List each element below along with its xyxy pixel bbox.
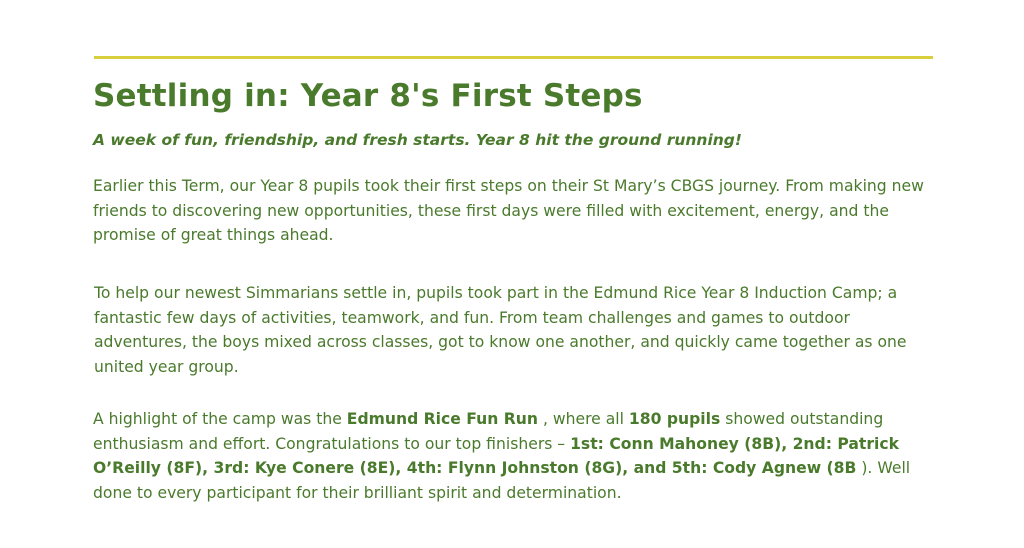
article-title: Settling in: Year 8's First Steps	[93, 78, 643, 114]
paragraph-induction-camp: To help our newest Simmarians settle in, pupils took part in the Edmund Rice Year 8 Induction Camp; a fantastic few days of activities, teamwork, and fun. From team challenges and games to outdoor adventures, the boys mixed across classes, got to know one another, and quickly came together as one united year group.	[94, 284, 907, 376]
article-subtitle: A week of fun, friendship, and fresh starts. Year 8 hit the ground running!	[93, 131, 742, 149]
fun-run-pupil-count: 180 pupils	[628, 410, 721, 428]
fun-run-text-1: A highlight of the camp was the	[93, 410, 347, 428]
fun-run-text-4: ). Well done to every participant for their brilliant spirit and determination.	[93, 459, 911, 502]
fun-run-text-2: , where all	[537, 410, 629, 428]
paragraph-intro: Earlier this Term, our Year 8 pupils took their first steps on their St Mary’s CBGS journey. From making new friends to discovering new opportunities, these first days were filled with excitement, energy, and the promise of great things ahead.	[93, 177, 924, 244]
top-divider	[94, 56, 933, 59]
fun-run-top-finishers: 1st: Conn Mahoney (8B), 2nd: Patrick O’Reilly (8F), 3rd: Kye Conere (8E), 4th: Flynn Johnston (8G), and 5th: Cody Agnew (8B	[93, 434, 900, 477]
fun-run-event-name: Edmund Rice Fun Run	[346, 410, 538, 428]
fun-run-text-3: showed outstanding enthusiasm and effort. Congratulations to our top finishers –	[93, 410, 884, 453]
paragraph-fun-run	[93, 407, 938, 505]
